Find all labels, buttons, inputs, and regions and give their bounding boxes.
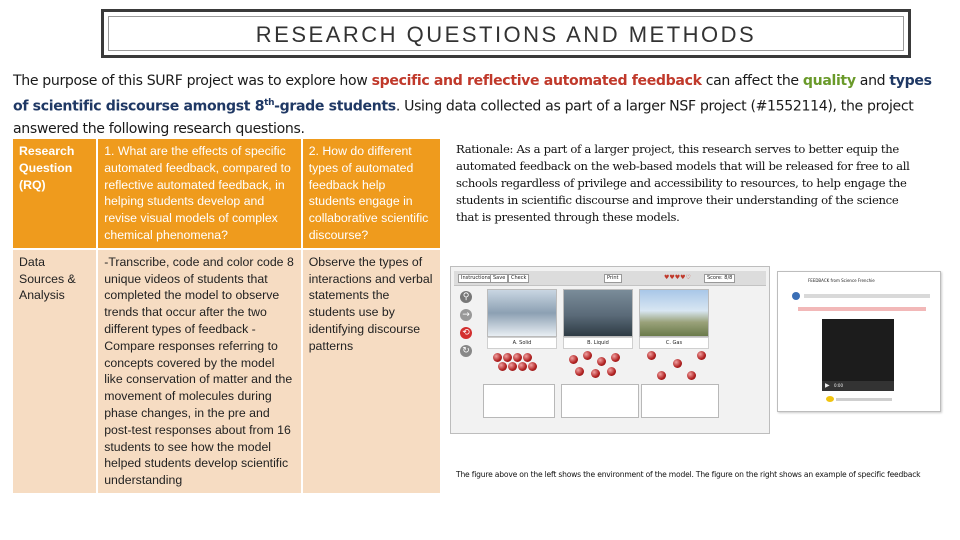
figure-check-button: Check — [508, 274, 529, 283]
figure-side-toolbar — [455, 289, 477, 429]
molecule-icon — [523, 353, 532, 362]
molecule-icon — [498, 362, 507, 371]
intro-highlight-feedback: specific and reflective automated feedback — [371, 73, 702, 89]
intro-highlight-discourse: types of scientific discourse amongst 8 — [13, 73, 932, 115]
star-icon — [826, 396, 834, 402]
molecule-icon — [583, 351, 592, 360]
molecule-icon — [591, 369, 600, 378]
gas-panel-label: C. Gas — [639, 337, 709, 349]
video-frame — [822, 319, 894, 381]
figure-save-button: Save — [490, 274, 508, 283]
figure-caption: The figure above on the left shows the environment of the model. The figure on the right shows an example of specific feedback — [456, 470, 921, 479]
analysis-method-2: Observe the types of interactions and verbal statements the students use by identifying discourse patterns — [302, 249, 441, 494]
liquid-panel-image — [563, 289, 633, 337]
figure-print-button: Print — [604, 274, 622, 283]
molecule-icon — [528, 362, 537, 371]
analysis-method-1: -Transcribe, code and color code 8 unique videos of students that completed the model to observe trends that occur after the two different types of feedback -Compare responses referring to concepts covered by the model like conservation of matter and the movement of molecules during phase changes, in the pre and post-test responses about from 16 students to see how the model helped students develop scientific understanding — [97, 249, 302, 494]
model-environment-figure — [450, 266, 770, 434]
arrow-icon: → — [460, 309, 472, 321]
answer-box-gas — [641, 384, 719, 418]
feedback-footer-line — [836, 398, 892, 401]
answer-box-liquid — [561, 384, 639, 418]
intro-superscript: th — [264, 98, 275, 108]
molecule-icon — [611, 353, 620, 362]
figure-score-label: Score: 8/8 — [704, 274, 735, 283]
molecule-icon — [503, 353, 512, 362]
magnify-icon: ⚲ — [460, 291, 472, 303]
hearts-icon: ♥♥♥♥♡ — [664, 274, 691, 281]
stop-icon: ⟲ — [460, 327, 472, 339]
feedback-heading: FEEDBACK from Science Frenchie — [808, 278, 875, 283]
intro-paragraph — [13, 70, 943, 140]
molecule-icon — [493, 353, 502, 362]
row-label-research-question: Research Question (RQ) — [12, 138, 97, 249]
intro-text-3: and — [855, 73, 890, 89]
table-row-data-sources — [12, 249, 441, 494]
molecule-icon — [513, 353, 522, 362]
intro-highlight-quality: quality — [802, 73, 856, 89]
video-controls — [822, 381, 894, 391]
research-question-2: 2. How do different types of automated feedback help students engage in collaborative scientific discourse? — [302, 138, 441, 249]
robot-icon — [792, 292, 800, 300]
intro-highlight-grade: -grade students — [274, 98, 396, 115]
figure-toolbar — [454, 271, 766, 286]
intro-text-2: can affect the — [701, 73, 803, 89]
intro-text-4: . Using data collected as part of a larger NSF project (#1552114), the project answered the following research questions. — [13, 98, 914, 137]
gas-panel-image — [639, 289, 709, 337]
feedback-example-figure — [777, 271, 941, 412]
rationale-text: Rationale: As a part of a larger project, this research serves to better equip the automated feedback on the web-based models that will be released for free to all schools regardless of privilege and accessibility to resources, to help engage the students in scientific discourse and improve their understanding of the science that is presented through these models. — [456, 142, 910, 224]
feedback-line-1 — [804, 294, 930, 298]
molecule-icon — [657, 371, 666, 380]
table-row-research-questions — [12, 138, 441, 249]
liquid-panel-label: B. Liquid — [563, 337, 633, 349]
molecule-icon — [647, 351, 656, 360]
prompt-box — [483, 384, 555, 418]
figure-instructions-button: Instructions — [458, 274, 493, 283]
molecule-icon — [575, 367, 584, 376]
row-label-data-sources: Data Sources & Analysis — [12, 249, 97, 494]
research-table — [11, 137, 442, 495]
video-time: 0:00 — [834, 383, 843, 388]
page-title: RESEARCH QUESTIONS AND METHODS — [255, 21, 757, 47]
molecule-icon — [569, 355, 578, 364]
feedback-line-2 — [798, 307, 926, 311]
molecule-icon — [597, 357, 606, 366]
molecule-icon — [697, 351, 706, 360]
solid-panel-label: A. Solid — [487, 337, 557, 349]
molecule-icon — [518, 362, 527, 371]
play-icon: ▶ — [825, 382, 830, 389]
feedback-video — [822, 319, 894, 391]
solid-panel-image — [487, 289, 557, 337]
reset-icon: ↻ — [460, 345, 472, 357]
title-box — [101, 9, 911, 58]
molecule-icon — [607, 367, 616, 376]
molecule-icon — [508, 362, 517, 371]
research-question-1: 1. What are the effects of specific automated feedback, compared to reflective automated feedback, in helping students develop and revise visual models of complex chemical phenomena? — [97, 138, 302, 249]
molecule-icon — [687, 371, 696, 380]
intro-text-1: The purpose of this SURF project was to explore how — [13, 73, 372, 89]
molecule-icon — [673, 359, 682, 368]
